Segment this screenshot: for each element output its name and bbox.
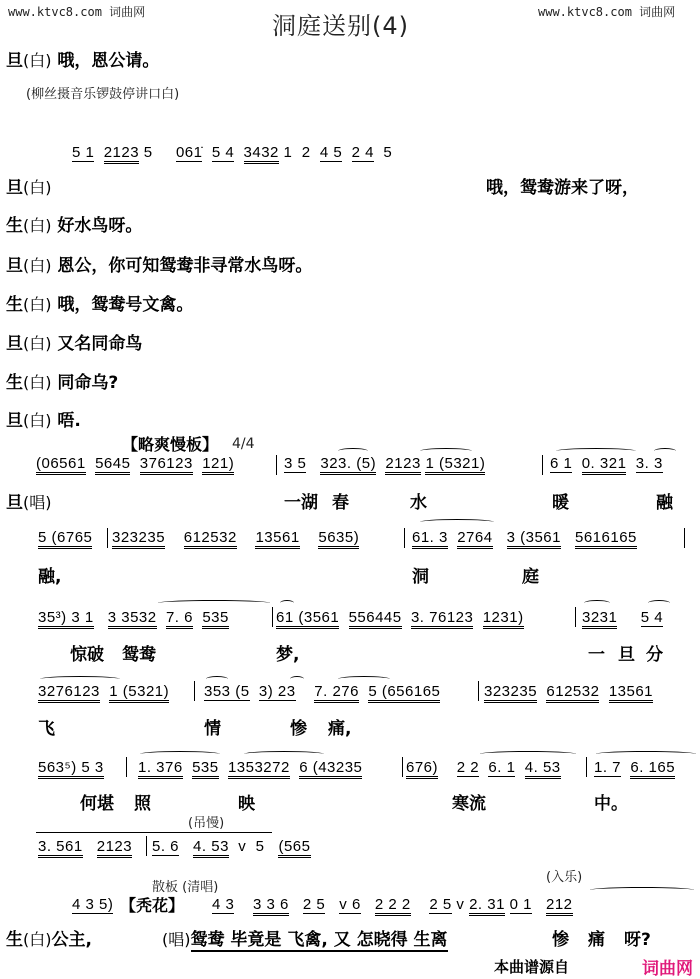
barline <box>586 757 587 777</box>
slur <box>244 751 324 757</box>
lyric: 一 <box>588 645 605 665</box>
slur <box>420 448 472 454</box>
system-3-notes-c: 3231 5 4 <box>582 609 663 626</box>
barline <box>126 757 127 777</box>
lyric: 水 <box>410 493 427 513</box>
final-role: 生(白)公主, <box>6 930 92 950</box>
slur <box>648 600 670 606</box>
lyric: 惨 <box>552 930 569 950</box>
tempo-marking-diao-man: (吊慢) <box>188 816 225 831</box>
final-notes-left: 4 3 5) <box>72 896 114 913</box>
barline <box>575 607 576 627</box>
barline <box>146 836 147 856</box>
system-1-notes: (06561 5645 376123 121) <box>36 455 234 472</box>
spoken-line: 旦(白) 又名同命鸟 <box>6 334 143 354</box>
slur <box>596 751 696 757</box>
barline <box>107 528 108 548</box>
spoken-line: 旦(白) 恩公，你可知鸳鸯非寻常水鸟呀。 <box>6 256 313 276</box>
slur <box>290 676 304 682</box>
tempo-mark: 【略爽慢板】 <box>122 435 219 454</box>
slur <box>338 676 390 682</box>
system-4-notes: 3276123 1 (5321) <box>38 683 169 700</box>
system-4-notes-b: 353 (5 3) 23 7. 276 5 (656165 <box>204 683 440 700</box>
slur <box>158 600 270 606</box>
system-5-notes-d: 1. 7 6. 165 <box>594 759 675 776</box>
system-5-notes: 563⁵) 5 3 <box>38 759 104 776</box>
lyric: 旦 <box>618 645 635 665</box>
page-title: 洞庭送别(4) <box>272 12 409 40</box>
system-6-notes-b: 5. 6 4. 53 v 5 (565 <box>152 838 311 855</box>
lyric: 梦, <box>276 645 300 665</box>
barline <box>272 607 273 627</box>
lyric: 痛, <box>328 719 352 739</box>
lyric: 一湖 <box>284 493 318 513</box>
lyric: 飞 <box>38 719 55 739</box>
system-2-notes-b: 323235 612532 13561 5635) <box>112 529 359 546</box>
lyric: 分 <box>646 645 663 665</box>
system-5-notes-c: 676) 2 2 6. 1 4. 53 <box>406 759 561 776</box>
spoken-line: 旦(白) 唔. <box>6 411 81 431</box>
system-1-notes-b: 3 5 323. (5) 2123 1 (5321) <box>284 455 485 472</box>
lyric: 融, <box>38 567 62 587</box>
final-notes: 4 3 3 3 6 2 5 v 6 2 2 2 2 5 v 2. 31 0 1 212 <box>212 896 573 913</box>
system-5-notes-b: 1. 376 535 1353272 6 (43235 <box>138 759 362 776</box>
brand-link[interactable]: 词曲网 <box>642 959 693 979</box>
lyric: 何堪 <box>80 794 114 814</box>
slur <box>140 751 220 757</box>
dan-sing-role: 旦(唱) <box>6 493 52 513</box>
intro-notation: 5 1 2123 5 061̇ 5 4 3432 1 2 4 5 2 4 5 <box>72 144 392 161</box>
system-4-notes-c: 323235 612532 13561 <box>484 683 653 700</box>
barline <box>194 681 195 701</box>
slur <box>280 600 294 606</box>
slur <box>40 676 120 682</box>
slur <box>338 448 368 454</box>
watermark-right: www.ktvc8.com 词曲网 <box>538 5 676 19</box>
dan-bai-text: 哦，鸳鸯游来了呀， <box>486 178 639 198</box>
watermark-left: www.ktvc8.com 词曲网 <box>8 5 146 19</box>
stage-direction: (柳丝摄音乐锣鼓停讲口白) <box>26 87 180 102</box>
lyric: 情 <box>204 719 221 739</box>
slur <box>420 519 494 525</box>
tune-mark-tuhua: 【秃花】 <box>120 896 185 915</box>
dialogue-line-1: 旦(白) 哦，恩公请。 <box>6 51 160 71</box>
dan-bai-role: 旦(白) <box>6 178 52 198</box>
slur <box>556 448 636 454</box>
system-3-notes-b: 61 (3561 556445 3. 76123 1231) <box>276 609 524 626</box>
lyric: 融 <box>656 493 673 513</box>
spoken-line: 生(白) 同命乌? <box>6 373 119 393</box>
lyric: 鸳鸯 <box>122 645 156 665</box>
lyric: 痛 <box>588 930 605 950</box>
system-3-notes: 35³) 3 1 3 3532 7. 6 535 <box>38 609 229 626</box>
slur <box>584 600 610 606</box>
lyric: 呀? <box>624 930 651 950</box>
barline <box>402 757 403 777</box>
barline <box>478 681 479 701</box>
spoken-line: 生(白) 哦，鸳鸯号文禽。 <box>6 295 194 315</box>
system-6-notes: 3. 561 2123 <box>38 838 132 855</box>
slur <box>590 887 694 893</box>
barline <box>404 528 405 548</box>
final-lyrics: (唱)鸳鸯 毕竟是 飞禽, 又 怎晓得 生离 <box>162 930 448 950</box>
slur <box>480 751 576 757</box>
slur <box>654 448 676 454</box>
spoken-line: 生(白) 好水鸟呀。 <box>6 216 143 236</box>
slur <box>206 676 228 682</box>
barline <box>276 455 277 475</box>
tie-line <box>36 832 272 833</box>
lyric: 寒流 <box>452 794 486 814</box>
lyric: 春 <box>332 493 349 513</box>
lyric: 洞 <box>412 567 429 587</box>
lyric: 暖 <box>552 493 569 513</box>
barline <box>542 455 543 475</box>
system-1-notes-c: 6 1 0. 321 3. 3 <box>550 455 663 472</box>
system-2-notes: 5 (6765 <box>38 529 92 546</box>
system-2-notes-c: 61. 3 2764 3 (3561 5616165 <box>412 529 637 546</box>
barline <box>684 528 685 548</box>
lyric: 中。 <box>594 794 628 814</box>
lyric: 惨 <box>290 719 307 739</box>
time-signature: 4/4 <box>232 436 255 452</box>
source-text: 本曲谱源自 <box>494 958 570 976</box>
lyric: 惊破 <box>70 645 104 665</box>
lyric: 照 <box>134 794 151 814</box>
lyric: 庭 <box>522 567 539 587</box>
lyric: 映 <box>238 794 255 814</box>
marking-rule: (入乐) <box>546 870 583 885</box>
marking-sanban: 散板 (清唱) <box>152 880 219 895</box>
